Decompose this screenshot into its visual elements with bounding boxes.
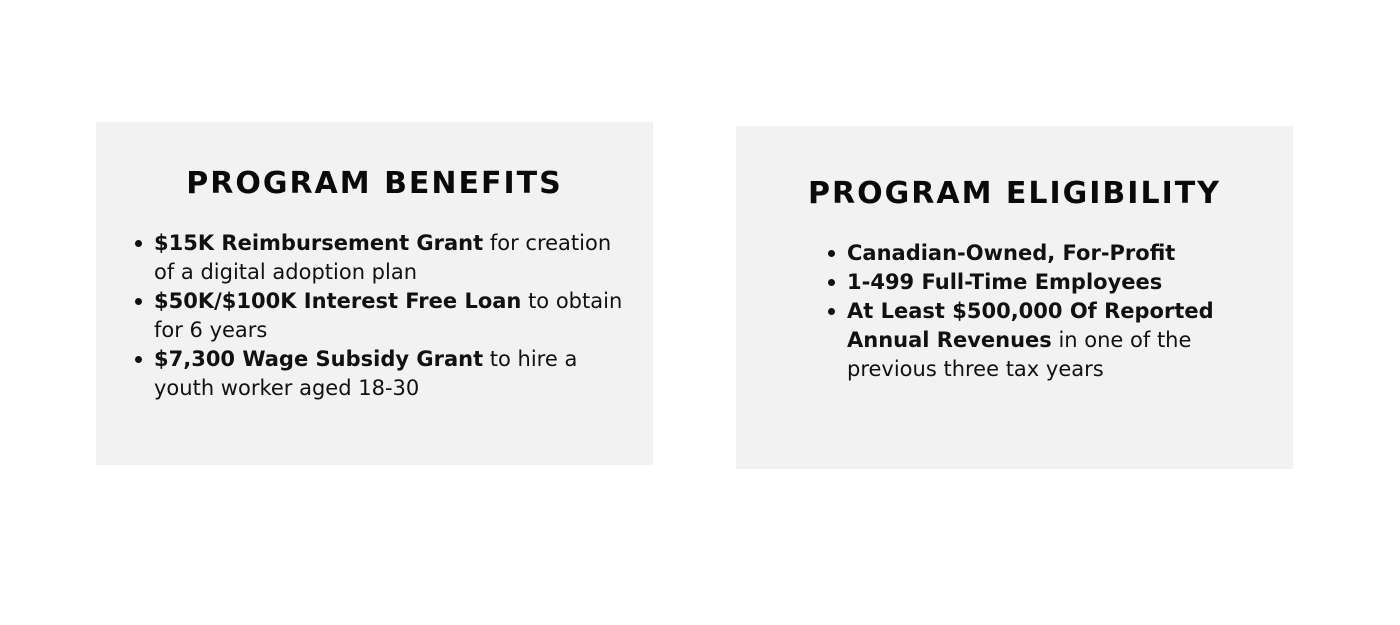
- benefit-highlight: $15K Reimbursement Grant: [154, 231, 484, 255]
- list-item: [847, 239, 1277, 268]
- benefit-highlight: $50K/$100K Interest Free Loan: [154, 289, 522, 313]
- bullet-icon: [135, 240, 142, 247]
- eligibility-description: in one of the previous three tax years: [847, 328, 1192, 381]
- bullet-icon: [828, 308, 835, 315]
- bullet-icon: [135, 298, 142, 305]
- list-item: [154, 229, 634, 287]
- program-eligibility-list: [847, 239, 1277, 384]
- program-benefits-title: PROGRAM BENEFITS: [186, 166, 563, 201]
- bullet-icon: [135, 356, 142, 363]
- list-item: [154, 345, 634, 403]
- benefit-description: for creation of a digital adoption plan: [154, 231, 612, 284]
- list-item: [154, 287, 634, 345]
- eligibility-highlight: 1-499 Full-Time Employees: [847, 270, 1163, 294]
- benefit-description: to hire a youth worker aged 18-30: [154, 347, 578, 400]
- eligibility-highlight: At Least $500,000 Of Reported Annual Revenues: [847, 299, 1214, 352]
- program-eligibility-title: PROGRAM ELIGIBILITY: [808, 176, 1221, 211]
- benefit-highlight: $7,300 Wage Subsidy Grant: [154, 347, 484, 371]
- list-item: [847, 297, 1277, 384]
- program-benefits-list: [154, 229, 634, 403]
- bullet-icon: [828, 250, 835, 257]
- program-benefits-card: [96, 122, 653, 465]
- bullet-icon: [828, 279, 835, 286]
- program-eligibility-card: [736, 126, 1293, 469]
- benefit-description: to obtain for 6 years: [154, 289, 623, 342]
- eligibility-highlight: Canadian-Owned, For-Profit: [847, 241, 1176, 265]
- list-item: [847, 268, 1277, 297]
